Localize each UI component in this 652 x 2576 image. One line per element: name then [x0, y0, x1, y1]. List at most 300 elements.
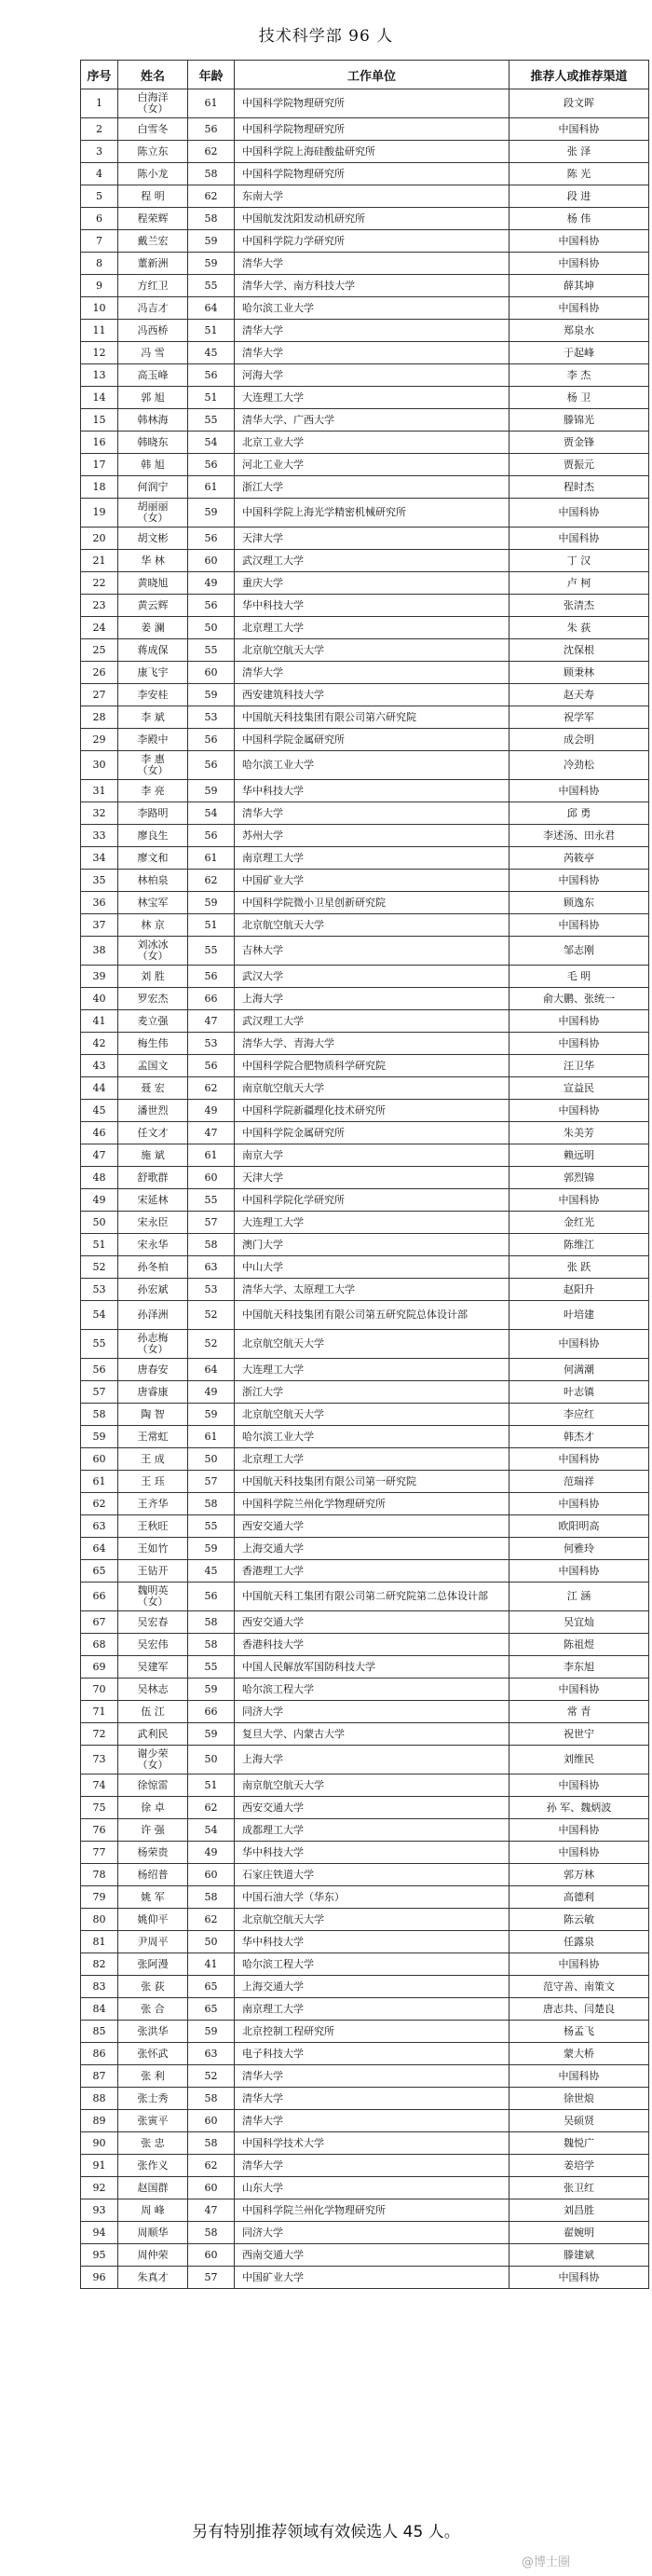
- cell-unit: 中国科学院上海硅酸盐研究所: [235, 141, 509, 163]
- cell-unit: 哈尔滨工业大学: [235, 297, 509, 320]
- table-row: [81, 185, 649, 208]
- cell-age: 59: [188, 1679, 235, 1701]
- cell-recommender: 顾逸东: [509, 892, 649, 914]
- table-row: [81, 1998, 649, 2021]
- cell-name: 李 亮: [118, 780, 188, 802]
- table-row: [81, 1010, 649, 1033]
- cell-unit: 南京理工大学: [235, 847, 509, 870]
- cell-recommender: 高德利: [509, 1886, 649, 1909]
- cell-name: 张阿漫: [118, 1953, 188, 1976]
- table-row: [81, 275, 649, 297]
- cell-recommender: 何雅玲: [509, 1538, 649, 1560]
- table-row: [81, 706, 649, 729]
- cell-index: 87: [81, 2065, 118, 2088]
- table-row: [81, 1842, 649, 1864]
- cell-age: 41: [188, 1953, 235, 1976]
- cell-name: 孟国文: [118, 1055, 188, 1077]
- cell-unit: 山东大学: [235, 2177, 509, 2199]
- cell-unit: 天津大学: [235, 528, 509, 550]
- cell-unit: 武汉大学: [235, 966, 509, 988]
- table-row: [81, 2043, 649, 2065]
- cell-name: 孙冬柏: [118, 1256, 188, 1279]
- cell-index: 6: [81, 208, 118, 230]
- cell-age: 58: [188, 208, 235, 230]
- cell-name: 高玉峰: [118, 364, 188, 387]
- cell-name: 伍 江: [118, 1701, 188, 1723]
- table-row: [81, 1909, 649, 1931]
- table-row: [81, 1560, 649, 1583]
- cell-name: 韩晓东: [118, 432, 188, 454]
- table-row: [81, 1679, 649, 1701]
- table-row: [81, 1976, 649, 1998]
- cell-age: 64: [188, 1359, 235, 1381]
- cell-unit: 西安交通大学: [235, 1515, 509, 1538]
- cell-recommender: 中国科协: [509, 1010, 649, 1033]
- cell-unit: 西南交通大学: [235, 2244, 509, 2267]
- cell-age: 54: [188, 802, 235, 825]
- cell-index: 58: [81, 1404, 118, 1426]
- cell-index: 3: [81, 141, 118, 163]
- table-row: [81, 2244, 649, 2267]
- cell-unit: 中国科学院物理研究所: [235, 118, 509, 141]
- cell-age: 50: [188, 1746, 235, 1774]
- cell-unit: 中国科学院兰州化学物理研究所: [235, 1493, 509, 1515]
- cell-age: 59: [188, 1538, 235, 1560]
- table-row: [81, 1471, 649, 1493]
- cell-name: 陈立东: [118, 141, 188, 163]
- table-row: [81, 230, 649, 253]
- cell-recommender: 江 涵: [509, 1583, 649, 1611]
- cell-index: 54: [81, 1301, 118, 1330]
- cell-age: 59: [188, 230, 235, 253]
- cell-name: 华 林: [118, 550, 188, 572]
- cell-recommender: 李东旭: [509, 1656, 649, 1679]
- cell-unit: 同济大学: [235, 2222, 509, 2244]
- cell-age: 61: [188, 1426, 235, 1448]
- cell-age: 45: [188, 1560, 235, 1583]
- table-row: [81, 2021, 649, 2043]
- cell-name: 潘世烈: [118, 1100, 188, 1122]
- table-row: [81, 409, 649, 432]
- cell-index: 68: [81, 1634, 118, 1656]
- cell-index: 38: [81, 937, 118, 966]
- cell-name: 吴宏春: [118, 1611, 188, 1634]
- cell-age: 62: [188, 1797, 235, 1819]
- cell-unit: 复旦大学、内蒙古大学: [235, 1723, 509, 1746]
- cell-unit: 中国科学院化学研究所: [235, 1189, 509, 1212]
- cell-index: 5: [81, 185, 118, 208]
- cell-age: 58: [188, 2222, 235, 2244]
- cell-name: 吴宏伟: [118, 1634, 188, 1656]
- table-row: [81, 1864, 649, 1886]
- table-row: [81, 89, 649, 118]
- cell-index: 56: [81, 1359, 118, 1381]
- cell-name: 刘 胜: [118, 966, 188, 988]
- cell-unit: 中国科学院合肥物质科学研究院: [235, 1055, 509, 1077]
- cell-unit: 华中科技大学: [235, 595, 509, 617]
- table-row: [81, 1426, 649, 1448]
- cell-age: 58: [188, 163, 235, 185]
- table-row: [81, 1359, 649, 1381]
- cell-recommender: 陈维江: [509, 1234, 649, 1256]
- cell-index: 51: [81, 1234, 118, 1256]
- cell-name: 张 忠: [118, 2132, 188, 2155]
- table-row: [81, 320, 649, 342]
- cell-age: 56: [188, 825, 235, 847]
- table-row: [81, 387, 649, 409]
- cell-age: 59: [188, 253, 235, 275]
- cell-age: 58: [188, 1611, 235, 1634]
- cell-recommender: 张 泽: [509, 141, 649, 163]
- table-row: [81, 892, 649, 914]
- cell-recommender: 中国科协: [509, 1560, 649, 1583]
- cell-recommender: 姜培学: [509, 2155, 649, 2177]
- table-row: [81, 617, 649, 639]
- cell-name: 周仲荣: [118, 2244, 188, 2267]
- cell-age: 50: [188, 617, 235, 639]
- cell-recommender: 中国科协: [509, 528, 649, 550]
- cell-index: 11: [81, 320, 118, 342]
- table-row: [81, 572, 649, 595]
- cell-age: 62: [188, 1909, 235, 1931]
- cell-unit: 大连理工大学: [235, 1359, 509, 1381]
- cell-index: 47: [81, 1144, 118, 1167]
- table-row: [81, 1279, 649, 1301]
- cell-index: 12: [81, 342, 118, 364]
- cell-unit: 天津大学: [235, 1167, 509, 1189]
- cell-recommender: 顾秉林: [509, 662, 649, 684]
- cell-index: 35: [81, 870, 118, 892]
- cell-age: 58: [188, 1634, 235, 1656]
- cell-age: 61: [188, 476, 235, 499]
- cell-name: 王常虹: [118, 1426, 188, 1448]
- cell-name: 姚 军: [118, 1886, 188, 1909]
- cell-unit: 中山大学: [235, 1256, 509, 1279]
- table-row: [81, 1256, 649, 1279]
- cell-index: 84: [81, 1998, 118, 2021]
- cell-index: 44: [81, 1077, 118, 1100]
- cell-unit: 上海大学: [235, 1746, 509, 1774]
- table-row: [81, 208, 649, 230]
- table-row: [81, 1122, 649, 1144]
- cell-recommender: 徐世烺: [509, 2088, 649, 2110]
- cell-recommender: 中国科协: [509, 870, 649, 892]
- cell-recommender: 李应红: [509, 1404, 649, 1426]
- cell-name: 梅生伟: [118, 1033, 188, 1055]
- table-row: [81, 1493, 649, 1515]
- cell-recommender: 中国科协: [509, 1033, 649, 1055]
- cell-name: 冯 雪: [118, 342, 188, 364]
- cell-unit: 中国石油大学（华东）: [235, 1886, 509, 1909]
- cell-name: 罗宏杰: [118, 988, 188, 1010]
- cell-age: 56: [188, 364, 235, 387]
- cell-index: 9: [81, 275, 118, 297]
- cell-recommender: 丁 汉: [509, 550, 649, 572]
- table-row: [81, 2065, 649, 2088]
- cell-index: 60: [81, 1448, 118, 1471]
- cell-recommender: 中国科协: [509, 914, 649, 937]
- cell-unit: 北京航空航天大学: [235, 639, 509, 662]
- document-title: 技术科学部 96 人: [258, 27, 394, 46]
- cell-index: 25: [81, 639, 118, 662]
- cell-name: 冯吉才: [118, 297, 188, 320]
- cell-age: 59: [188, 684, 235, 706]
- cell-age: 60: [188, 662, 235, 684]
- cell-index: 8: [81, 253, 118, 275]
- cell-unit: 清华大学: [235, 2065, 509, 2088]
- cell-recommender: 陈云敏: [509, 1909, 649, 1931]
- cell-recommender: 张 跃: [509, 1256, 649, 1279]
- cell-unit: 中国科学院新疆理化技术研究所: [235, 1100, 509, 1122]
- cell-name: 周顺华: [118, 2222, 188, 2244]
- cell-name: 张 利: [118, 2065, 188, 2088]
- table-row: [81, 2222, 649, 2244]
- cell-age: 62: [188, 870, 235, 892]
- cell-index: 32: [81, 802, 118, 825]
- cell-name: 宋延林: [118, 1189, 188, 1212]
- cell-age: 54: [188, 432, 235, 454]
- cell-index: 52: [81, 1256, 118, 1279]
- cell-name: 刘冰冰 （女）: [118, 937, 188, 966]
- cell-index: 65: [81, 1560, 118, 1583]
- cell-index: 49: [81, 1189, 118, 1212]
- table-row: [81, 1100, 649, 1122]
- cell-index: 34: [81, 847, 118, 870]
- cell-index: 22: [81, 572, 118, 595]
- cell-unit: 北京理工大学: [235, 1448, 509, 1471]
- cell-unit: 哈尔滨工业大学: [235, 751, 509, 780]
- table-row: [81, 1144, 649, 1167]
- cell-name: 王秋旺: [118, 1515, 188, 1538]
- cell-name: 许 强: [118, 1819, 188, 1842]
- table-row: [81, 1701, 649, 1723]
- cell-age: 62: [188, 2155, 235, 2177]
- cell-unit: 香港科技大学: [235, 1634, 509, 1656]
- table-row: [81, 364, 649, 387]
- cell-recommender: 中国科协: [509, 1819, 649, 1842]
- cell-unit: 清华大学、广西大学: [235, 409, 509, 432]
- cell-name: 武利民: [118, 1723, 188, 1746]
- table-row: [81, 870, 649, 892]
- cell-index: 37: [81, 914, 118, 937]
- cell-age: 62: [188, 1077, 235, 1100]
- cell-age: 51: [188, 1774, 235, 1797]
- cell-unit: 大连理工大学: [235, 387, 509, 409]
- cell-age: 51: [188, 387, 235, 409]
- cell-age: 58: [188, 1234, 235, 1256]
- cell-recommender: 中国科协: [509, 1953, 649, 1976]
- cell-age: 56: [188, 595, 235, 617]
- cell-name: 周 峰: [118, 2199, 188, 2222]
- cell-unit: 北京航空航天大学: [235, 914, 509, 937]
- cell-name: 施 斌: [118, 1144, 188, 1167]
- table-row: [81, 595, 649, 617]
- cell-name: 韩林海: [118, 409, 188, 432]
- cell-index: 26: [81, 662, 118, 684]
- cell-unit: 大连理工大学: [235, 1212, 509, 1234]
- cell-recommender: 翟婉明: [509, 2222, 649, 2244]
- cell-index: 92: [81, 2177, 118, 2199]
- cell-unit: 清华大学: [235, 253, 509, 275]
- cell-name: 张 合: [118, 1998, 188, 2021]
- cell-name: 王如竹: [118, 1538, 188, 1560]
- cell-recommender: 叶培建: [509, 1301, 649, 1330]
- cell-index: 17: [81, 454, 118, 476]
- cell-unit: 清华大学、太原理工大学: [235, 1279, 509, 1301]
- cell-name: 尹周平: [118, 1931, 188, 1953]
- cell-name: 杨绍普: [118, 1864, 188, 1886]
- table-row: [81, 825, 649, 847]
- cell-recommender: 陈祖煜: [509, 1634, 649, 1656]
- cell-age: 65: [188, 1998, 235, 2021]
- cell-age: 53: [188, 706, 235, 729]
- cell-unit: 中国航天科工集团有限公司第二研究院第二总体设计部: [235, 1583, 509, 1611]
- cell-recommender: 张卫红: [509, 2177, 649, 2199]
- cell-name: 姚仰平: [118, 1909, 188, 1931]
- cell-index: 91: [81, 2155, 118, 2177]
- table-row: [81, 432, 649, 454]
- cell-name: 李路明: [118, 802, 188, 825]
- table-row: [81, 802, 649, 825]
- cell-name: 蒋成保: [118, 639, 188, 662]
- cell-index: 80: [81, 1909, 118, 1931]
- cell-recommender: 中国科协: [509, 230, 649, 253]
- cell-recommender: 中国科协: [509, 780, 649, 802]
- cell-index: 93: [81, 2199, 118, 2222]
- table-row: [81, 1033, 649, 1055]
- cell-index: 33: [81, 825, 118, 847]
- cell-index: 13: [81, 364, 118, 387]
- cell-recommender: 中国科协: [509, 118, 649, 141]
- cell-age: 55: [188, 1656, 235, 1679]
- cell-recommender: 祝学军: [509, 706, 649, 729]
- cell-name: 王 成: [118, 1448, 188, 1471]
- cell-age: 55: [188, 937, 235, 966]
- cell-unit: 中国人民解放军国防科技大学: [235, 1656, 509, 1679]
- cell-age: 49: [188, 572, 235, 595]
- cell-age: 56: [188, 1055, 235, 1077]
- cell-name: 宋永臣: [118, 1212, 188, 1234]
- cell-recommender: 中国科协: [509, 1679, 649, 1701]
- cell-name: 吴建军: [118, 1656, 188, 1679]
- cell-unit: 河海大学: [235, 364, 509, 387]
- cell-age: 56: [188, 528, 235, 550]
- cell-unit: 中国科学院物理研究所: [235, 89, 509, 118]
- table-row: [81, 1448, 649, 1471]
- cell-unit: 中国航天科技集团有限公司第一研究院: [235, 1471, 509, 1493]
- cell-unit: 中国科学院金属研究所: [235, 1122, 509, 1144]
- cell-age: 57: [188, 1212, 235, 1234]
- cell-unit: 南京航空航天大学: [235, 1774, 509, 1797]
- cell-recommender: 范守善、南策文: [509, 1976, 649, 1998]
- cell-name: 程荣辉: [118, 208, 188, 230]
- table-row: [81, 1330, 649, 1359]
- cell-unit: 中国科学院兰州化学物理研究所: [235, 2199, 509, 2222]
- table-row: [81, 118, 649, 141]
- cell-name: 张士秀: [118, 2088, 188, 2110]
- table-row: [81, 2155, 649, 2177]
- cell-index: 59: [81, 1426, 118, 1448]
- cell-index: 40: [81, 988, 118, 1010]
- cell-index: 41: [81, 1010, 118, 1033]
- table-row: [81, 297, 649, 320]
- cell-unit: 南京航空航天大学: [235, 1077, 509, 1100]
- cell-age: 50: [188, 1448, 235, 1471]
- table-row: [81, 528, 649, 550]
- cell-name: 胡文彬: [118, 528, 188, 550]
- cell-unit: 吉林大学: [235, 937, 509, 966]
- cell-name: 李安桂: [118, 684, 188, 706]
- cell-unit: 清华大学: [235, 342, 509, 364]
- cell-age: 49: [188, 1100, 235, 1122]
- table-row: [81, 476, 649, 499]
- cell-age: 52: [188, 1330, 235, 1359]
- cell-name: 朱真才: [118, 2267, 188, 2289]
- cell-unit: 清华大学、南方科技大学: [235, 275, 509, 297]
- cell-index: 86: [81, 2043, 118, 2065]
- cell-age: 56: [188, 118, 235, 141]
- cell-age: 64: [188, 297, 235, 320]
- cell-recommender: 陈 光: [509, 163, 649, 185]
- cell-unit: 西安交通大学: [235, 1611, 509, 1634]
- cell-age: 56: [188, 454, 235, 476]
- table-row: [81, 1583, 649, 1611]
- table-row: [81, 1538, 649, 1560]
- cell-name: 姜 澜: [118, 617, 188, 639]
- cell-unit: 中国矿业大学: [235, 870, 509, 892]
- table-row: [81, 1077, 649, 1100]
- cell-recommender: 杨 伟: [509, 208, 649, 230]
- cell-recommender: 中国科协: [509, 297, 649, 320]
- table-row: [81, 914, 649, 937]
- cell-unit: 东南大学: [235, 185, 509, 208]
- cell-age: 56: [188, 966, 235, 988]
- table-row: [81, 1515, 649, 1538]
- cell-age: 49: [188, 1842, 235, 1864]
- cell-unit: 南京大学: [235, 1144, 509, 1167]
- cell-name: 舒歌群: [118, 1167, 188, 1189]
- cell-name: 魏明英 （女）: [118, 1583, 188, 1611]
- cell-recommender: 任露泉: [509, 1931, 649, 1953]
- cell-age: 53: [188, 1033, 235, 1055]
- cell-unit: 哈尔滨工业大学: [235, 1426, 509, 1448]
- cell-age: 56: [188, 1583, 235, 1611]
- table-row: [81, 684, 649, 706]
- cell-recommender: 中国科协: [509, 1774, 649, 1797]
- cell-index: 88: [81, 2088, 118, 2110]
- cell-index: 48: [81, 1167, 118, 1189]
- cell-index: 15: [81, 409, 118, 432]
- cell-recommender: 李述汤、田永君: [509, 825, 649, 847]
- cell-index: 94: [81, 2222, 118, 2244]
- cell-recommender: 中国科协: [509, 1493, 649, 1515]
- table-row: [81, 1212, 649, 1234]
- cell-index: 78: [81, 1864, 118, 1886]
- cell-name: 冯西桥: [118, 320, 188, 342]
- cell-age: 60: [188, 550, 235, 572]
- cell-age: 56: [188, 751, 235, 780]
- cell-unit: 成都理工大学: [235, 1819, 509, 1842]
- table-row: [81, 1634, 649, 1656]
- cell-age: 56: [188, 729, 235, 751]
- cell-index: 31: [81, 780, 118, 802]
- cell-name: 张寅平: [118, 2110, 188, 2132]
- watermark: @博士圈: [522, 2555, 571, 2569]
- cell-recommender: 俞大鹏、张统一: [509, 988, 649, 1010]
- cell-index: 89: [81, 2110, 118, 2132]
- cell-index: 30: [81, 751, 118, 780]
- cell-unit: 武汉理工大学: [235, 550, 509, 572]
